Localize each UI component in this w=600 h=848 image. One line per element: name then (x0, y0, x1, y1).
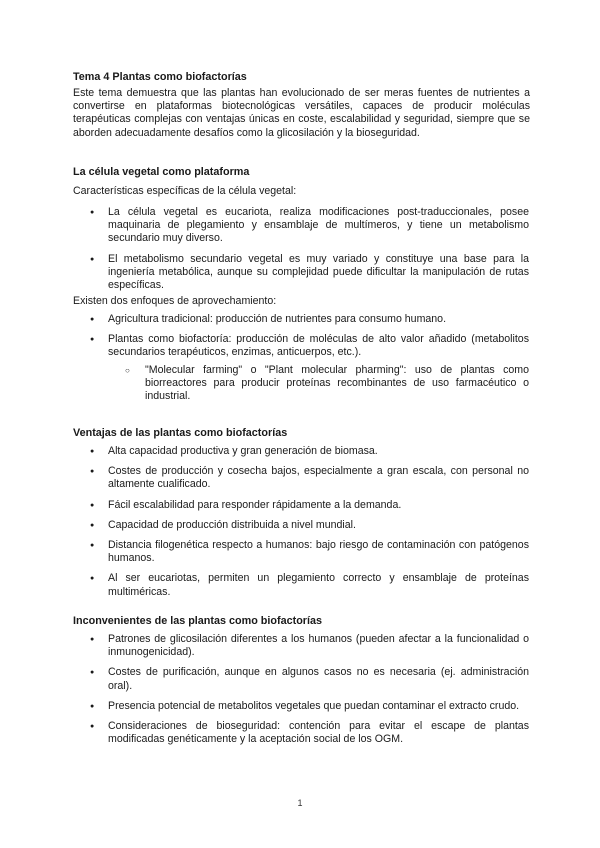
list-item: ● Fácil escalabilidad para responder rápidamente a la demanda. (90, 499, 529, 512)
bullet-list (90, 445, 529, 599)
list-item: ● Presencia potencial de metabolitos vegetales que puedan contaminar el extracto crudo. (90, 700, 529, 713)
list-item: ● Costes de producción y cosecha bajos, especialmente a gran escala, con personal no altamente cualificado. (90, 465, 529, 491)
list-item: ● Distancia filogenética respecto a humanos: bajo riesgo de contaminación con patógenos humanos. (90, 539, 529, 565)
list-item: ● Patrones de glicosilación diferentes a los humanos (pueden afectar a la funcionalidad o inmunogenicidad). (90, 633, 529, 659)
list-item: ● Plantas como biofactoría: producción de moléculas de alto valor añadido (metabolitos secundarios terapéuticos, enzimas, anticuerpos, etc.). (90, 333, 529, 359)
section-lead: Características específicas de la célula vegetal: (73, 185, 297, 197)
list-item: ● El metabolismo secundario vegetal es muy variado y constituye una base para la ingeniería metabólica, aunque su complejidad puede dificultar la manipulación de rutas específicas. (90, 253, 529, 293)
sub-bullet-list (125, 364, 529, 404)
list-item: ● Agricultura tradicional: producción de nutrientes para consumo humano. (90, 313, 529, 326)
list-item: ● La célula vegetal es eucariota, realiza modificaciones post-traduccionales, posee maquinaria de plegamiento y ensamblaje de multímeros, y tiene un metabolismo secundario muy diverso. (90, 206, 529, 246)
section-heading-plataforma: La célula vegetal como plataforma (73, 166, 250, 178)
list-item: ● Capacidad de producción distribuida a nivel mundial. (90, 519, 529, 532)
intro-paragraph: Este tema demuestra que las plantas han evolucionado de ser meras fuentes de nutrientes a convertirse en plataformas biotecnológicas versátiles, capaces de producir moléculas terapéuticas complejas con ventajas únicas en coste, escalabilidad y seguridad, siempre que se aborden adecuadamente desafíos como la glicosilación y la bioseguridad. (73, 87, 530, 139)
bullet-list (90, 633, 529, 746)
page-number: 1 (297, 798, 303, 808)
list-item: ○ "Molecular farming" o "Plant molecular pharming": uso de plantas como biorreactores para producir proteínas recombinantes de uso farmacéutico o industrial. (125, 364, 529, 404)
list-item: ● Alta capacidad productiva y gran generación de biomasa. (90, 445, 529, 458)
list-item: ● Al ser eucariotas, permiten un plegamiento correcto y ensamblaje de proteínas multiméricas. (90, 572, 529, 598)
list-item: ● Costes de purificación, aunque en algunos casos no es necesaria (ej. administración oral). (90, 666, 529, 692)
section-lead: Existen dos enfoques de aprovechamiento: (73, 295, 277, 307)
list-item: ● Consideraciones de bioseguridad: contención para evitar el escape de plantas modificadas genéticamente y la aceptación social de los OGM. (90, 720, 529, 746)
section-heading-inconvenientes: Inconvenientes de las plantas como biofactorías (73, 615, 322, 627)
bullet-list (90, 313, 529, 360)
section-heading-ventajas: Ventajas de las plantas como biofactorías (73, 427, 288, 439)
page-title: Tema 4 Plantas como biofactorías (73, 71, 247, 83)
bullet-list (90, 206, 529, 292)
